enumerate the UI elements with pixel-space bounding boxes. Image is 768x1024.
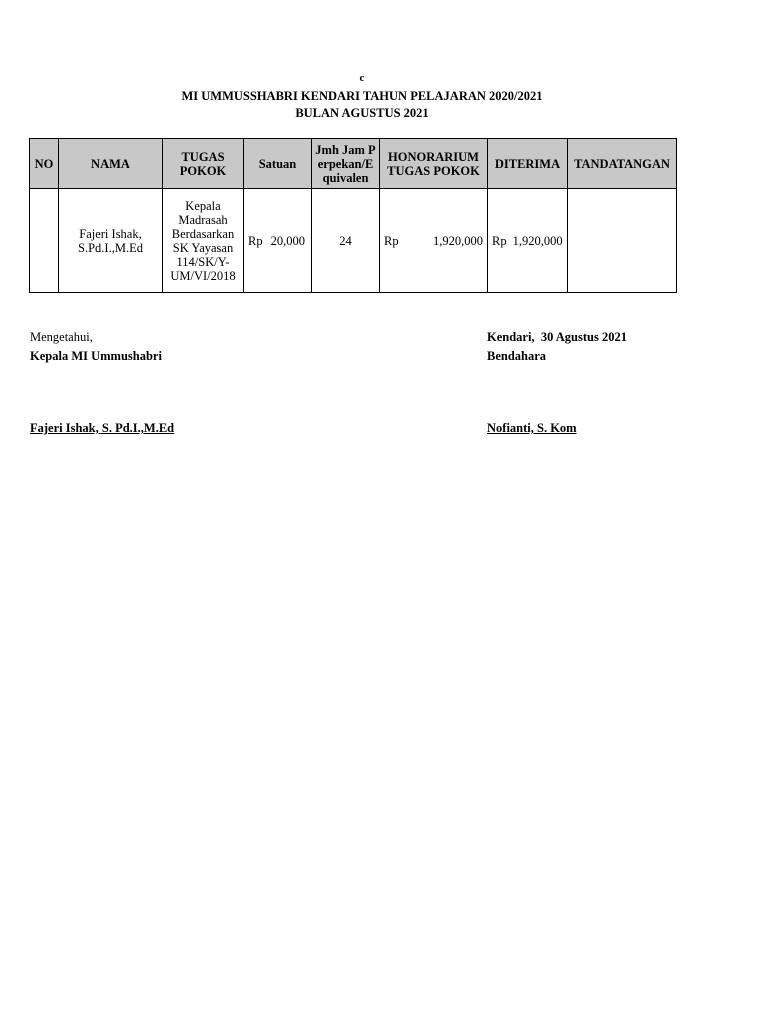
satuan-value: 20,000 — [270, 233, 305, 248]
document-title: MI UMMUSSHABRI KENDARI TAHUN PELAJARAN 2020/2021 — [181, 89, 543, 103]
honorarium-table — [29, 138, 677, 293]
honor-value: 1,920,000 — [433, 233, 483, 248]
cell-satuan — [244, 189, 312, 293]
cell-diterima — [488, 189, 568, 293]
satuan-currency: Rp — [248, 233, 263, 248]
diterima-value: 1,920,000 — [512, 233, 563, 248]
column-header: HONORARIUM TUGAS POKOK — [380, 139, 488, 189]
cell-nama: Fajeri Ishak, S.Pd.I.,M.Ed — [59, 189, 163, 293]
header-marker: c — [359, 72, 365, 84]
honor-currency: Rp — [384, 233, 399, 248]
table-header-row — [30, 139, 677, 189]
cell-jumlah-jam: 24 — [312, 189, 380, 293]
cell-no — [30, 189, 59, 293]
right-place-date: Kendari, 30 Agustus 2021 — [487, 330, 627, 344]
column-header: TANDATANGAN — [568, 139, 677, 189]
document-period: BULAN AGUSTUS 2021 — [295, 106, 429, 120]
right-role: Bendahara — [487, 349, 547, 363]
cell-tandatangan — [568, 189, 677, 293]
right-signatory-name: Nofianti, S. Kom — [487, 421, 577, 435]
left-role: Kepala MI Ummushabri — [30, 349, 162, 363]
column-header: NAMA — [59, 139, 163, 189]
column-header: NO — [30, 139, 59, 189]
column-header: DITERIMA — [488, 139, 568, 189]
diterima-currency: Rp — [492, 233, 507, 248]
column-header: TUGAS POKOK — [163, 139, 244, 189]
left-intro: Mengetahui, — [30, 330, 93, 344]
column-header: Satuan — [244, 139, 312, 189]
cell-honorarium — [380, 189, 488, 293]
column-header: Jmh Jam Perpekan/E quivalen — [312, 139, 380, 189]
table-row — [30, 189, 677, 293]
left-signatory-name: Fajeri Ishak, S. Pd.I.,M.Ed — [30, 421, 175, 435]
cell-tugas-pokok: Kepala Madrasah Berdasarkan SK Yayasan 114/SK/Y-UM/VI/2018 — [163, 189, 244, 293]
